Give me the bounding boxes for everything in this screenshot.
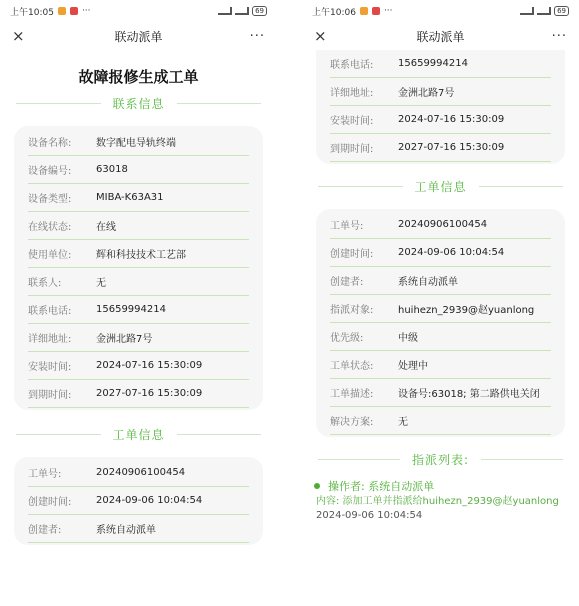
info-label: 到期时间:: [330, 144, 374, 155]
section-contact-header: [16, 95, 261, 112]
info-row: [28, 515, 249, 543]
info-label: 安装时间:: [28, 362, 72, 373]
info-row: [330, 239, 551, 267]
notification-icon: [58, 7, 66, 15]
info-label: 工单号:: [330, 221, 364, 232]
info-label: 在线状态:: [28, 222, 72, 233]
signal-icon: [218, 7, 232, 15]
info-row: [330, 407, 551, 435]
signal-icon: [520, 7, 534, 15]
info-row: [330, 295, 551, 323]
info-label: 优先级:: [330, 333, 364, 344]
status-dots: ···: [383, 6, 393, 16]
info-row: [330, 323, 551, 351]
info-row: [330, 106, 551, 134]
info-label: 安装时间:: [330, 116, 374, 127]
status-bar: [302, 0, 579, 22]
info-value: 2024-09-06 10:04:54: [398, 247, 505, 258]
info-label: 创建者:: [28, 525, 62, 536]
more-menu-icon[interactable]: ···: [551, 28, 567, 44]
close-icon[interactable]: ×: [12, 27, 25, 45]
nav-title: 联动派单: [114, 29, 163, 44]
battery-icon: 69: [252, 6, 267, 16]
divider-line: [481, 459, 563, 460]
info-label: 创建时间:: [330, 249, 374, 260]
info-label: 工单描述:: [330, 389, 374, 400]
info-value: 数字配电导轨终端: [96, 138, 176, 149]
section-order-header: [318, 178, 563, 195]
info-row: [330, 134, 551, 162]
divider-line: [177, 103, 262, 104]
info-value: 设备号:63018; 第二路供电关闭: [398, 389, 540, 400]
status-time: 上午10:05: [10, 7, 54, 18]
divider-line: [318, 186, 403, 187]
order-info-card: [14, 457, 263, 545]
notification-icon: [360, 7, 368, 15]
info-value: 中级: [398, 333, 418, 344]
nav-title: 联动派单: [416, 29, 465, 44]
status-time: 上午10:06: [312, 7, 356, 18]
info-row: [28, 156, 249, 184]
info-label: 创建时间:: [28, 497, 72, 508]
dispatch-operator-text: 操作者: 系统自动派单: [328, 480, 435, 493]
info-label: 设备编号:: [28, 166, 72, 177]
info-value: 20240906100454: [398, 219, 488, 230]
info-value: 15659994214: [398, 58, 468, 69]
status-bar: [0, 0, 277, 22]
info-label: 设备类型:: [28, 194, 72, 205]
section-title: 工单信息: [414, 180, 467, 194]
info-row: [28, 128, 249, 156]
info-row: [28, 352, 249, 380]
info-row: [330, 267, 551, 295]
info-value: 2027-07-16 15:30:09: [398, 142, 505, 153]
info-value: huihezn_2939@赵yuanlong: [398, 305, 535, 316]
contact-info-card: [14, 126, 263, 410]
info-label: 使用单位:: [28, 250, 72, 261]
info-value: MIBA-K63A31: [96, 192, 164, 203]
nav-bar: [302, 22, 579, 50]
info-label: 创建者:: [330, 277, 364, 288]
divider-line: [16, 434, 101, 435]
divider-line: [177, 434, 262, 435]
info-label: 详细地址:: [28, 334, 72, 345]
status-dots: ···: [81, 6, 91, 16]
info-row: [330, 50, 551, 78]
info-value: 63018: [96, 164, 128, 175]
info-row: [28, 296, 249, 324]
info-row: [330, 211, 551, 239]
signal-icon-2: [537, 7, 551, 15]
info-value: 辉和科技技术工艺部: [96, 250, 186, 261]
info-value: 处理中: [398, 361, 428, 372]
dispatch-list-item: [314, 478, 563, 521]
info-label: 联系电话:: [28, 306, 72, 317]
more-menu-icon[interactable]: ···: [249, 28, 265, 44]
dispatch-time: 2024-09-06 10:04:54: [316, 510, 423, 521]
info-value: 系统自动派单: [398, 277, 458, 288]
info-value: 15659994214: [96, 304, 166, 315]
info-row: [28, 184, 249, 212]
info-label: 设备名称:: [28, 138, 72, 149]
info-value: 2024-07-16 15:30:09: [398, 114, 505, 125]
phone-screen-right: [302, 0, 579, 606]
info-row: [330, 78, 551, 106]
info-label: 详细地址:: [330, 88, 374, 99]
info-label: 指派对象:: [330, 305, 374, 316]
section-title: 工单信息: [112, 428, 165, 442]
phone-screen-left: [0, 0, 277, 606]
section-title: 指派列表:: [411, 453, 470, 467]
info-label: 工单号:: [28, 469, 62, 480]
info-label: 解决方案:: [330, 417, 374, 428]
app-notification-icon: [372, 7, 380, 15]
battery-icon: 69: [554, 6, 569, 16]
info-value: 无: [96, 278, 106, 289]
section-order-header: [16, 426, 261, 443]
info-value: 金洲北路7号: [398, 88, 455, 99]
info-label: 工单状态:: [330, 361, 374, 372]
info-value: 无: [398, 417, 408, 428]
info-row: [330, 351, 551, 379]
info-value: 2024-09-06 10:04:54: [96, 495, 203, 506]
info-label: 到期时间:: [28, 390, 72, 401]
app-notification-icon: [70, 7, 78, 15]
info-row: [330, 379, 551, 407]
info-row: [28, 459, 249, 487]
info-label: 联系人:: [28, 278, 62, 289]
dispatch-content: 内容: 添加工单并指派给huihezn_2939@赵yuanlong: [316, 496, 559, 507]
info-row: [28, 212, 249, 240]
divider-line: [318, 459, 400, 460]
dispatch-operator: [314, 478, 563, 494]
divider-line: [16, 103, 101, 104]
page-title: 故障报修生成工单: [78, 68, 199, 86]
info-row: [28, 324, 249, 352]
info-value: 2027-07-16 15:30:09: [96, 388, 203, 399]
divider-line: [479, 186, 564, 187]
info-row: [28, 268, 249, 296]
info-value: 系统自动派单: [96, 525, 156, 536]
order-info-card: [316, 209, 565, 437]
info-row: [28, 487, 249, 515]
close-icon[interactable]: ×: [314, 27, 327, 45]
nav-bar: [0, 22, 277, 50]
signal-icon-2: [235, 7, 249, 15]
contact-info-card: [316, 50, 565, 164]
info-value: 金洲北路7号: [96, 334, 153, 345]
info-value: 2024-07-16 15:30:09: [96, 360, 203, 371]
section-title: 联系信息: [112, 97, 165, 111]
info-row: [28, 240, 249, 268]
timeline-dot-icon: [314, 483, 320, 489]
section-dispatch-header: [318, 451, 563, 468]
info-row: [28, 380, 249, 408]
info-label: 联系电话:: [330, 60, 374, 71]
info-value: 20240906100454: [96, 467, 186, 478]
info-value: 在线: [96, 222, 116, 233]
